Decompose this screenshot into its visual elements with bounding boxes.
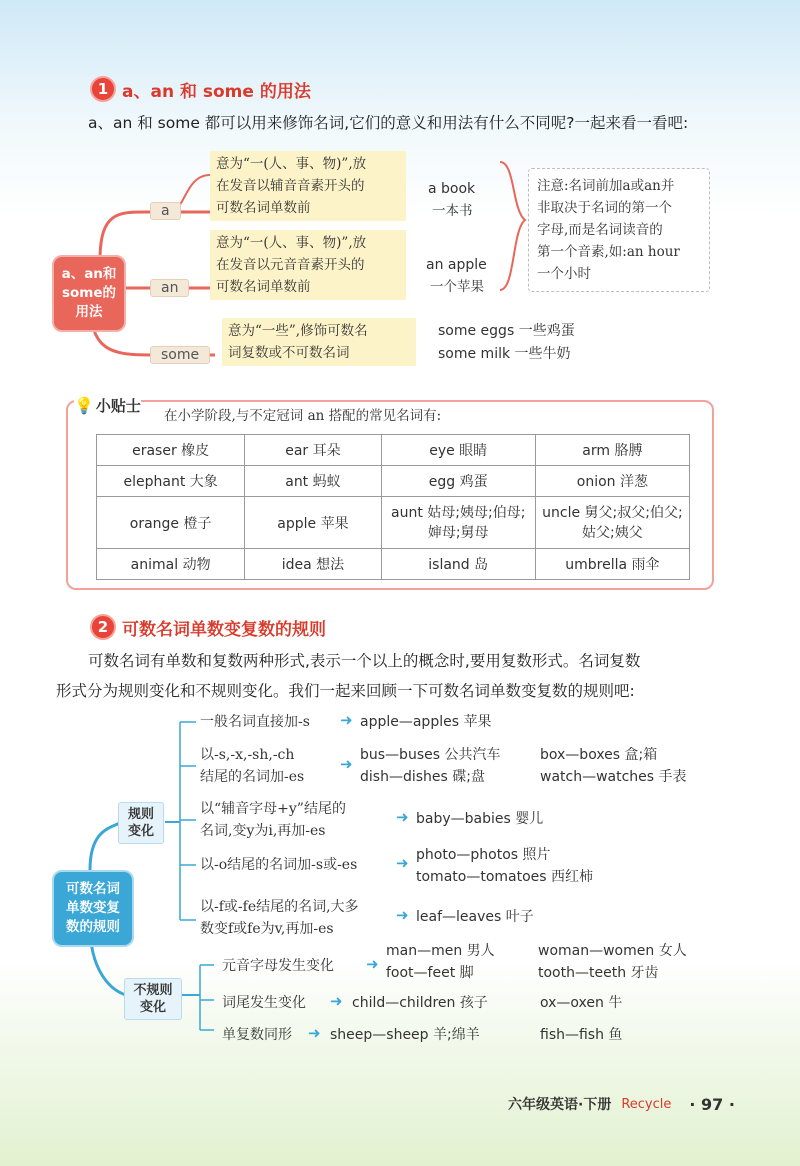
- note-line: 第一个音素,如:an hour: [537, 244, 680, 260]
- branch-an-label: an: [150, 279, 189, 297]
- meaning-line: 可数名词单数前: [216, 279, 311, 295]
- regular-examples-4: [416, 844, 593, 888]
- center-line-2: 单数变复: [66, 900, 120, 916]
- example-line: dish—dishes 碟;盘: [360, 769, 485, 785]
- regular-example-3: baby—babies 婴儿: [416, 811, 544, 827]
- table-cell: aunt 姑母;姨母;伯母;婶母;舅母: [381, 497, 535, 549]
- branch-an-example-en: an apple: [426, 257, 487, 273]
- arrow-right-icon: ➜: [396, 906, 409, 924]
- table-cell: eye 眼睛: [381, 435, 535, 466]
- example-line: tomato—tomatoes 西红柿: [416, 869, 594, 885]
- section2-intro-line1: 可数名词有单数和复数两种形式,表示一个以上的概念时,要用复数形式。名词复数: [88, 652, 641, 670]
- example-line: woman—women 女人: [538, 943, 687, 959]
- irregular-examples-1b: [538, 940, 687, 984]
- page-footer: [508, 1094, 735, 1114]
- section1-title: a、an 和 some 的用法: [122, 81, 311, 102]
- section2-heading: [90, 614, 326, 640]
- example-line: box—boxes 盒;箱: [540, 747, 658, 763]
- table-cell: island 岛: [381, 549, 535, 580]
- irregular-rule-3: 单复数同形: [222, 1027, 292, 1043]
- regular-rule-3: [200, 798, 346, 842]
- example-line: photo—photos 照片: [416, 847, 551, 863]
- note-line: 一个小时: [537, 266, 591, 282]
- meaning-line: 词复数或不可数名词: [228, 345, 350, 361]
- table-cell: arm 胳膊: [535, 435, 689, 466]
- branch-a-example-zh: 一本书: [432, 203, 473, 219]
- table-cell: elephant 大象: [97, 466, 245, 497]
- tip-table-wrap: [96, 434, 690, 580]
- irregular-examples-1: [386, 940, 495, 984]
- section2-number-badge: 2: [90, 614, 116, 640]
- table-cell: idea 想法: [245, 549, 381, 580]
- example-line: tooth—teeth 牙齿: [538, 965, 659, 981]
- note-line: 非取决于名词的第一个: [537, 200, 672, 216]
- note-line: 注意:名词前加a或an并: [537, 178, 675, 194]
- regular-label: [118, 802, 164, 844]
- footer-unit: Recycle: [621, 1096, 672, 1112]
- label-line: 不规则: [133, 983, 173, 998]
- meaning-line: 在发音以辅音音素开头的: [216, 178, 365, 194]
- arrow-right-icon: ➜: [366, 955, 379, 973]
- table-cell: ant 蚂蚁: [245, 466, 381, 497]
- branch-a-label: a: [150, 202, 181, 220]
- rule-line: 以-f或-fe结尾的名词,大多: [200, 899, 359, 915]
- example-line: watch—watches 手表: [540, 769, 687, 785]
- table-cell: egg 鸡蛋: [381, 466, 535, 497]
- section2-intro-line2: 形式分为规则变化和不规则变化。我们一起来回顾一下可数名词单数变复数的规则吧:: [56, 682, 635, 700]
- tip-badge: [74, 395, 141, 416]
- section2-title: 可数名词单数变复数的规则: [122, 619, 326, 640]
- irregular-rule-2: 词尾发生变化: [222, 995, 306, 1011]
- branch-some-example-2: some milk 一些牛奶: [438, 346, 571, 362]
- label-line: 规则: [127, 807, 154, 822]
- center-line-1: 可数名词: [66, 881, 120, 897]
- arrow-right-icon: ➜: [396, 854, 409, 872]
- table-row: [97, 497, 690, 549]
- regular-rule-1: 一般名词直接加-s: [200, 714, 310, 730]
- table-cell: apple 苹果: [245, 497, 381, 549]
- page-number: · 97 ·: [689, 1094, 735, 1114]
- section1-intro: a、an 和 some 都可以用来修饰名词,它们的意义和用法有什么不同呢?一起来看一看吧:: [88, 114, 689, 132]
- irregular-example-3b: fish—fish 鱼: [540, 1027, 623, 1043]
- meaning-line: 在发音以元音音素开头的: [216, 257, 365, 273]
- irregular-rule-1: 元音字母发生变化: [222, 958, 334, 974]
- rule-line: 名词,变y为i,再加-es: [200, 823, 326, 839]
- table-cell: umbrella 雨伞: [535, 549, 689, 580]
- table-row: [97, 466, 690, 497]
- example-line: bus—buses 公共汽车: [360, 747, 501, 763]
- lightbulb-icon: 💡: [74, 396, 94, 415]
- example-line: foot—feet 脚: [386, 965, 474, 981]
- table-cell: orange 橙子: [97, 497, 245, 549]
- table-row: [97, 549, 690, 580]
- footer-book: 六年级英语·下册: [508, 1097, 612, 1113]
- irregular-example-2b: ox—oxen 牛: [540, 995, 623, 1011]
- meaning-line: 可数名词单数前: [216, 200, 311, 216]
- center-line-2: some的: [61, 285, 117, 301]
- table-cell: ear 耳朵: [245, 435, 381, 466]
- branch-a-meaning: [210, 151, 406, 221]
- rule-line: 以-s,-x,-sh,-ch: [200, 747, 295, 763]
- label-line: 变化: [127, 824, 154, 839]
- regular-rule-5: [200, 896, 359, 940]
- section1-note: [528, 168, 710, 292]
- rule-line: 以“辅音字母+y”结尾的: [200, 801, 346, 817]
- table-cell: onion 洋葱: [535, 466, 689, 497]
- table-cell: uncle 舅父;叔父;伯父;姑父;姨父: [535, 497, 689, 549]
- section2-center-node: [52, 870, 134, 947]
- center-line-3: 用法: [75, 304, 103, 320]
- tip-table: [96, 434, 690, 580]
- regular-example-1: apple—apples 苹果: [360, 714, 492, 730]
- regular-example-5: leaf—leaves 叶子: [416, 909, 534, 925]
- branch-a-example-en: a book: [428, 181, 476, 197]
- arrow-right-icon: ➜: [308, 1024, 321, 1042]
- table-cell: animal 动物: [97, 549, 245, 580]
- table-row: [97, 435, 690, 466]
- regular-rule-2: [200, 744, 304, 788]
- branch-an-meaning: [210, 230, 406, 300]
- tip-text: 在小学阶段,与不定冠词 an 搭配的常见名词有:: [164, 408, 442, 424]
- example-line: man—men 男人: [386, 943, 495, 959]
- meaning-line: 意为“一(人、事、物)”,放: [216, 235, 367, 251]
- section1-number-badge: 1: [90, 76, 116, 102]
- meaning-line: 意为“一些”,修饰可数名: [228, 323, 368, 339]
- arrow-right-icon: ➜: [340, 711, 353, 729]
- branch-some-example-1: some eggs 一些鸡蛋: [438, 323, 575, 339]
- rule-line: 结尾的名词加-es: [200, 769, 305, 785]
- center-line-1: a、an和: [61, 266, 117, 282]
- irregular-label: [124, 978, 182, 1020]
- rule-line: 数变f或fe为v,再加-es: [200, 921, 334, 937]
- regular-rule-4: 以-o结尾的名词加-s或-es: [200, 857, 358, 873]
- arrow-right-icon: ➜: [396, 808, 409, 826]
- branch-some-meaning: [222, 318, 416, 366]
- center-line-3: 数的规则: [66, 919, 120, 935]
- branch-some-label: some: [150, 346, 210, 364]
- branch-an-example-zh: 一个苹果: [430, 279, 484, 295]
- arrow-right-icon: ➜: [340, 755, 353, 773]
- tip-badge-label: 小贴士: [95, 397, 141, 415]
- regular-examples-2: [360, 744, 500, 788]
- irregular-example-2: child—children 孩子: [352, 995, 488, 1011]
- label-line: 变化: [139, 1000, 166, 1015]
- regular-examples-2b: [540, 744, 687, 788]
- section1-center-node: [52, 255, 126, 332]
- section1-heading: [90, 76, 311, 102]
- meaning-line: 意为“一(人、事、物)”,放: [216, 156, 367, 172]
- arrow-right-icon: ➜: [330, 992, 343, 1010]
- table-cell: eraser 橡皮: [97, 435, 245, 466]
- note-line: 字母,而是名词读音的: [537, 222, 663, 238]
- irregular-example-3: sheep—sheep 羊;绵羊: [330, 1027, 480, 1043]
